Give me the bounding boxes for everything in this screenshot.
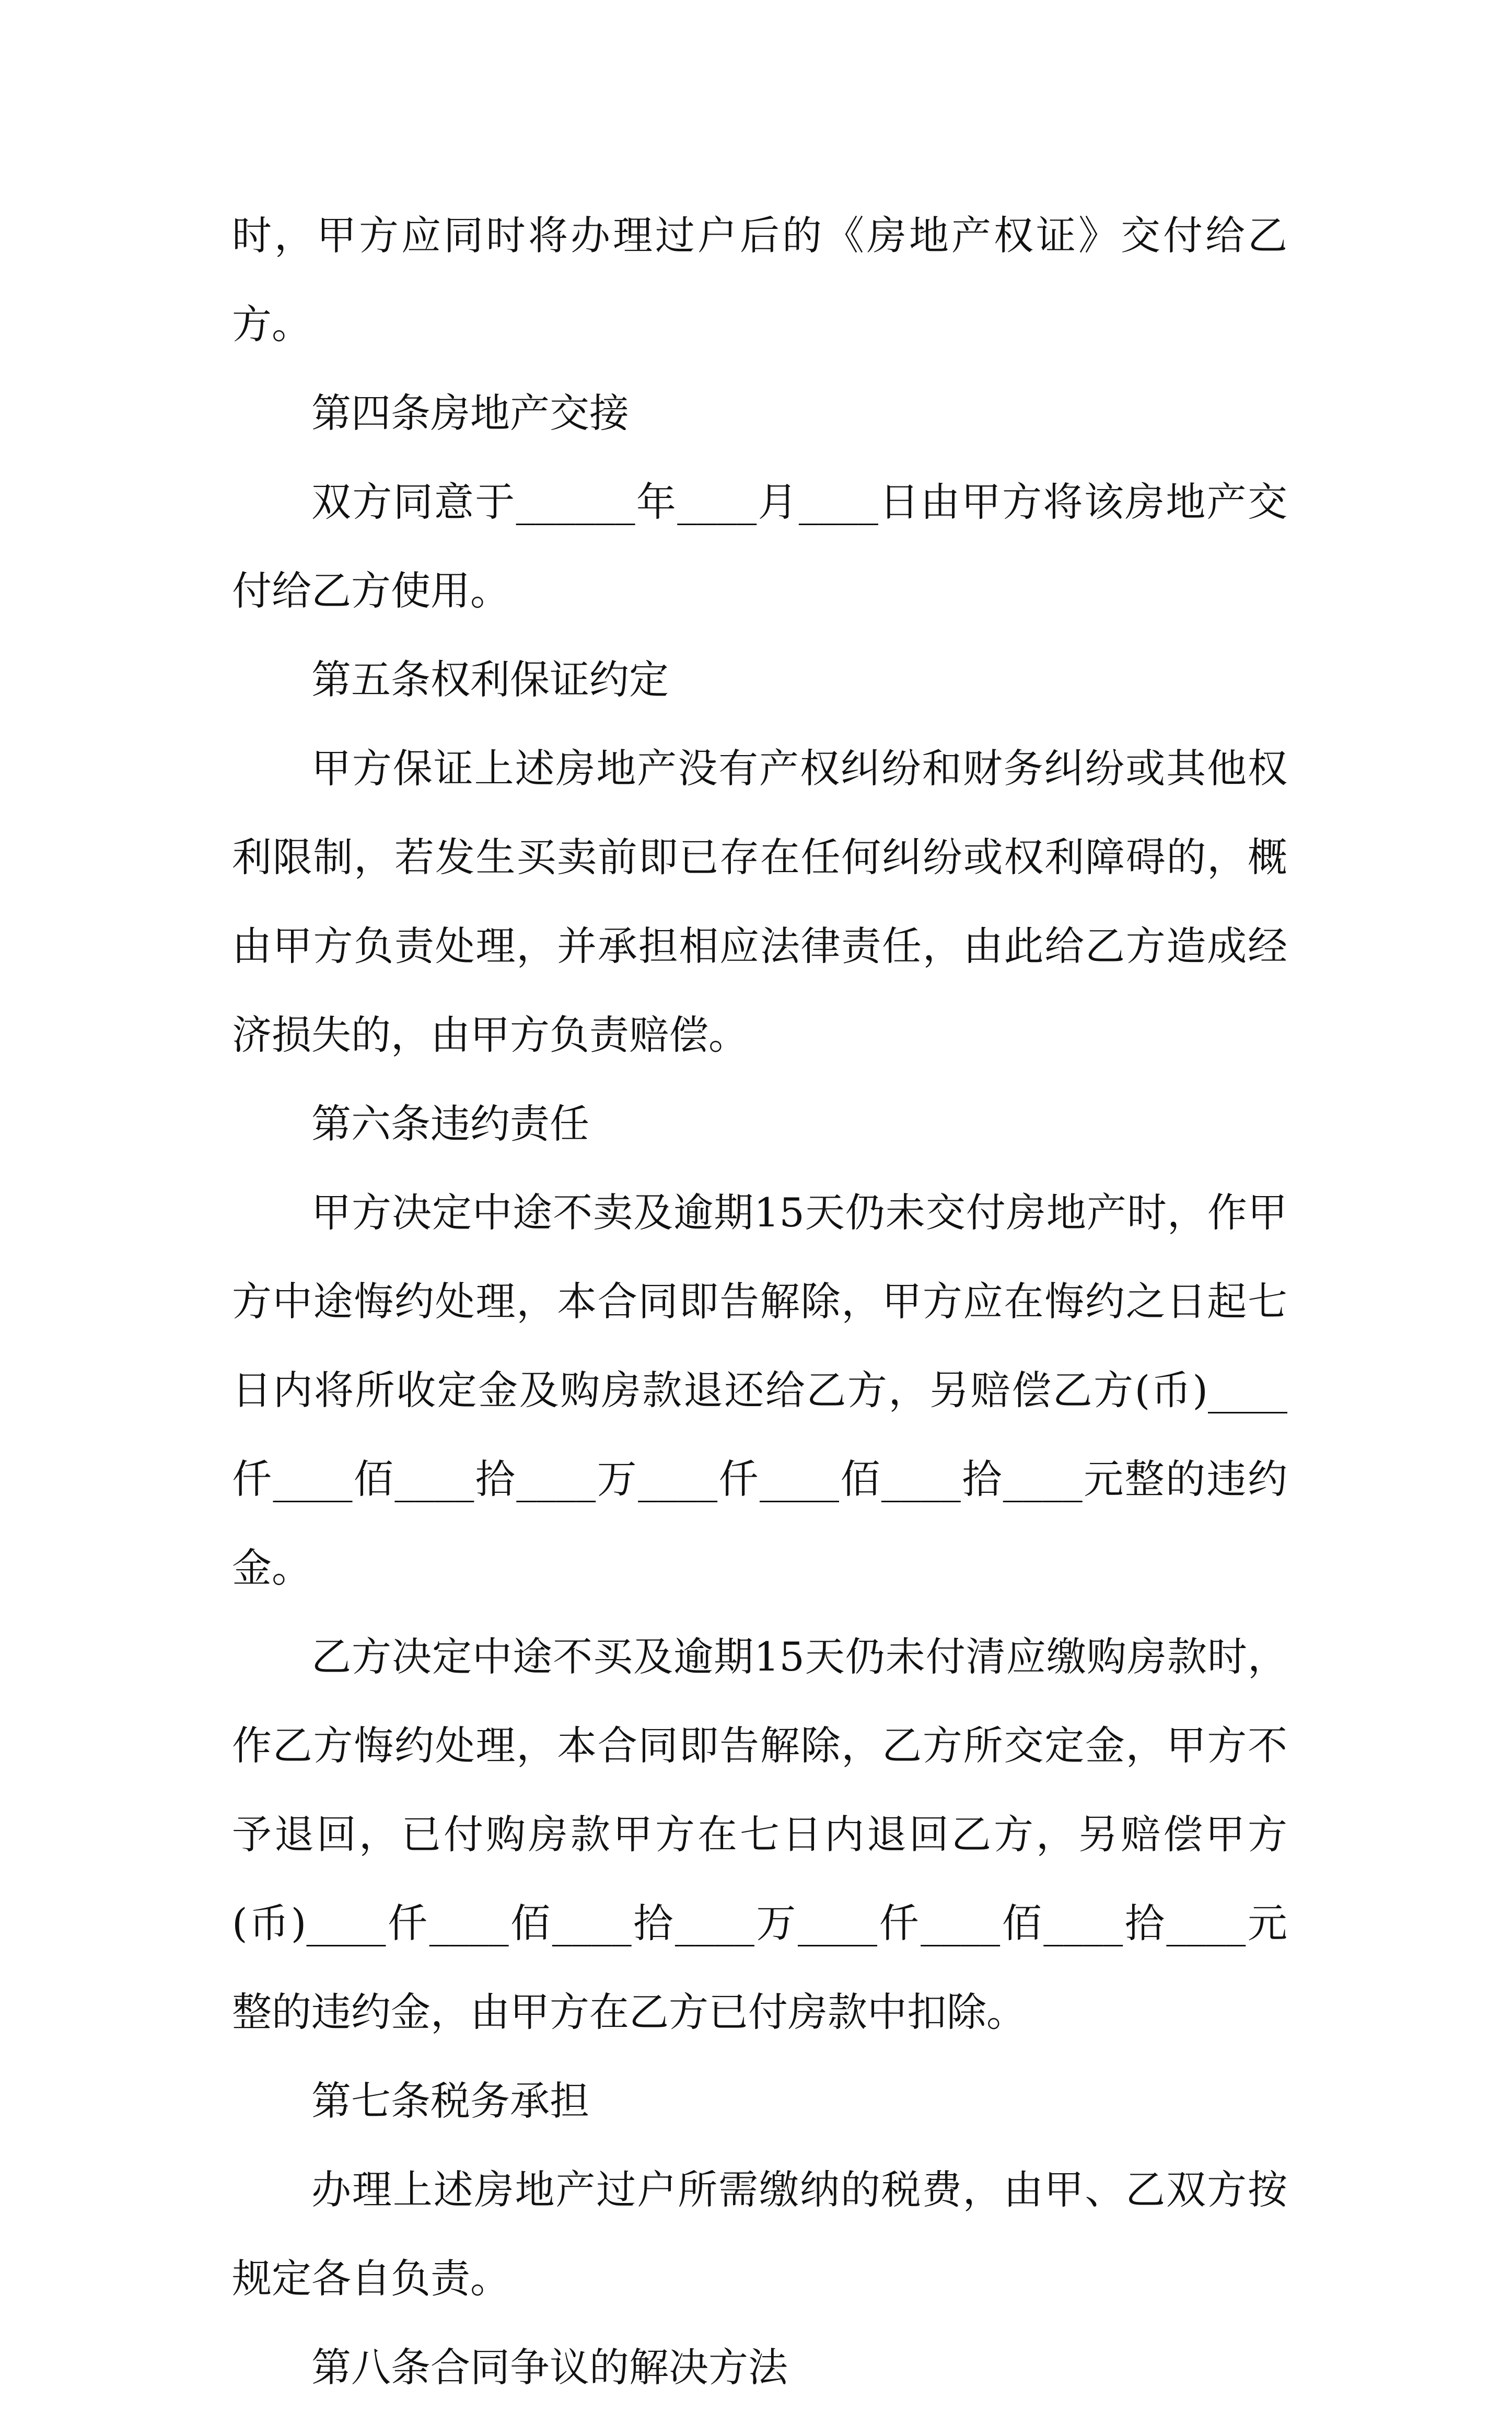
contract-text: [232, 191, 1287, 2412]
heading-article-6: 第六条违约责任: [311, 1100, 589, 1147]
paragraph-rights-guarantee: 甲方保证上述房地产没有产权纠纷和财务纠纷或其他权利限制，若发生买卖前即已存在任何纠纷或权利障碍的，概由甲方负责处理，并承担相应法律责任，由此给乙方造成经济损失的，由甲方负责赔偿。: [232, 745, 1287, 1058]
paragraph-handover: 双方同意于______年____月____日由甲方将该房地产交付给乙方使用。: [232, 479, 1287, 614]
heading-article-5: 第五条权利保证约定: [311, 656, 669, 703]
paragraph-buyer-breach: 乙方决定中途不买及逾期15天仍未付清应缴购房款时，作乙方悔约处理，本合同即告解除，乙方所交定金，甲方不予退回，已付购房款甲方在七日内退回乙方，另赔偿甲方(币)____仟____佰____拾____万____仟____佰____拾____元整的违约金，由甲方在乙方已付房款中扣除。: [232, 1633, 1287, 2035]
paragraph-transfer-certificate: 时，甲方应同时将办理过户后的《房地产权证》交付给乙方。: [232, 212, 1287, 347]
paragraph-seller-breach: 甲方决定中途不卖及逾期15天仍未交付房地产时，作甲方中途悔约处理，本合同即告解除，甲方应在悔约之日起七日内将所收定金及购房款退还给乙方，另赔偿乙方(币)____仟____佰____拾____万____仟____佰____拾____元整的违约金。: [232, 1189, 1287, 1591]
heading-article-8: 第八条合同争议的解决方法: [311, 2344, 788, 2391]
heading-article-4: 第四条房地产交接: [311, 390, 629, 436]
paragraph-tax: 办理上述房地产过户所需缴纳的税费，由甲、乙双方按规定各自负责。: [232, 2166, 1287, 2302]
heading-article-7: 第七条税务承担: [311, 2078, 589, 2124]
